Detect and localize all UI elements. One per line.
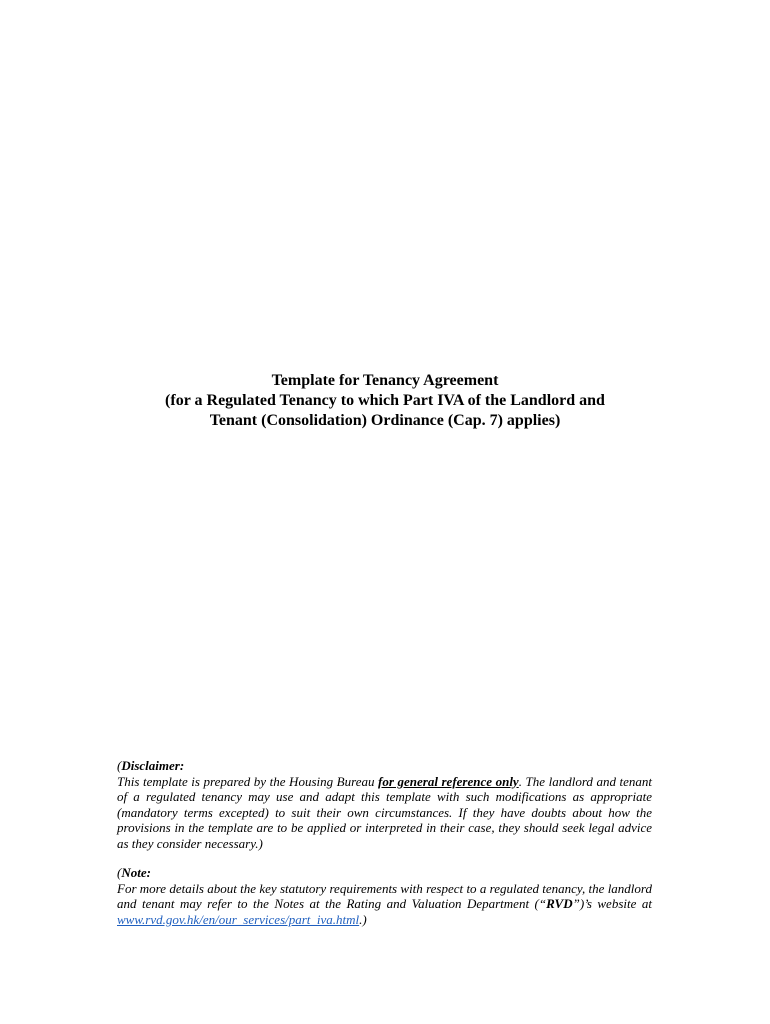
note-open-paren: ( xyxy=(117,865,122,880)
document-title xyxy=(100,371,670,431)
note-body xyxy=(117,881,652,928)
title-line-3: Tenant (Consolidation) Ordinance (Cap. 7) applies) xyxy=(209,412,561,429)
disclaimer-text-before: This template is prepared by the Housing Bureau xyxy=(117,773,379,789)
disclaimer-section xyxy=(117,758,652,851)
disclaimer-heading: Disclaimer: xyxy=(121,758,185,773)
note-heading: Note: xyxy=(121,865,151,880)
disclaimer-emphasis: for general reference only xyxy=(378,773,519,789)
title-line-2: (for a Regulated Tenancy to which Part IVA of the Landlord and xyxy=(165,392,605,409)
note-heading-line xyxy=(117,865,652,881)
note-text-middle: ”)’s website at xyxy=(572,896,652,911)
rvd-website-link[interactable]: www.rvd.gov.hk/en/our_services/part_iva.html xyxy=(117,911,360,927)
note-text-before: For more details about the key statutory requirements with respect to a regulated tenancy, the landlord and tenant may refer to the Notes at the Rating and Valuation Department (“ xyxy=(117,880,652,911)
disclaimer-text-after: . The landlord and tenant of a regulated tenancy may use and adapt this template with such modifications as appropriate (mandatory terms excepted) to suit their own circumstances. If they have doubts about how the provisions in the template are to be applied or interpreted in their case, they should seek legal advice as they consider necessary.) xyxy=(117,773,653,851)
title-line-1: Template for Tenancy Agreement xyxy=(271,372,499,389)
disclaimer-heading-line xyxy=(117,758,652,774)
note-section xyxy=(117,865,652,927)
note-abbr: RVD xyxy=(546,896,573,911)
disclaimer-open-paren: ( xyxy=(117,758,122,773)
note-text-after: .) xyxy=(359,911,367,927)
disclaimer-body xyxy=(117,774,652,852)
